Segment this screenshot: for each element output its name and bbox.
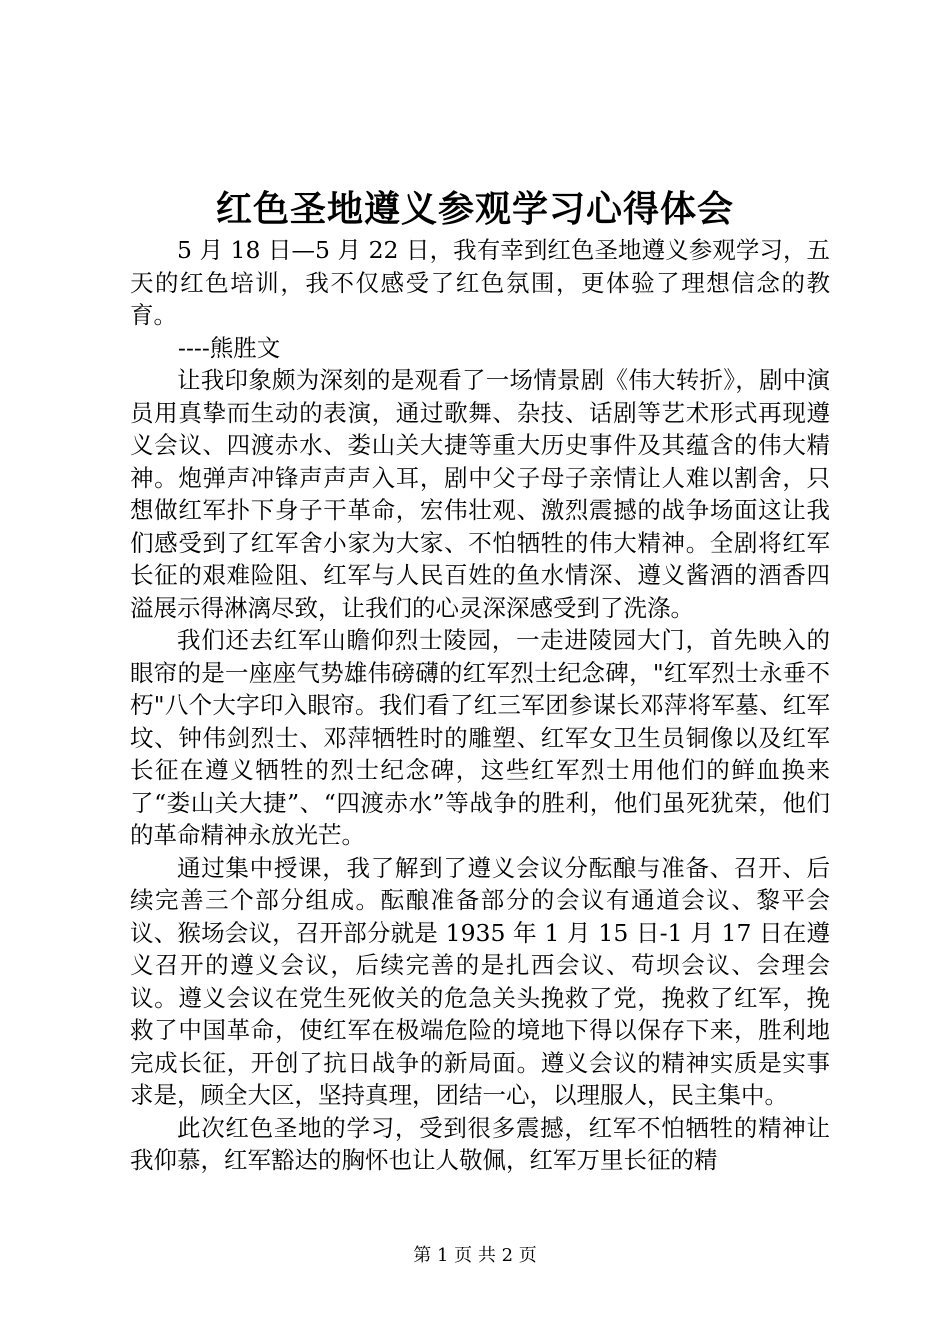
paragraph-intro: 5 月 18 日—5 月 22 日，我有幸到红色圣地遵义参观学习，五天的红色培训，我不仅感受了红色氛围，更体验了理想信念的教育。 <box>130 236 830 329</box>
paragraph-cemetery: 我们还去红军山瞻仰烈士陵园，一走进陵园大门，首先映入的眼帘的是一座座气势雄伟磅礴的红军烈士纪念碑，"红军烈士永垂不朽"八个大字印入眼帘。我们看了红三军团参谋长邓萍将军墓、红军坟、钟伟剑烈士、邓萍牺牲时的雕塑、红军女卫生员铜像以及红军长征在遵义牺牲的烈士纪念碑，这些红军烈士用他们的鲜血换来了“娄山关大捷”、“四渡赤水”等战争的胜利，他们虽死犹荣，他们的革命精神永放光芒。 <box>130 626 830 849</box>
document-title: 红色圣地遵义参观学习心得体会 <box>215 188 734 230</box>
paragraph-conclusion: 此次红色圣地的学习，受到很多震撼，红军不怕牺牲的精神让我仰慕，红军豁达的胸怀也让人敬佩，红军万里长征的精 <box>130 1113 830 1174</box>
paragraph-play: 让我印象颇为深刻的是观看了一场情景剧《伟大转折》，剧中演员用真挚而生动的表演，通过歌舞、杂技、话剧等艺术形式再现遵义会议、四渡赤水、娄山关大捷等重大历史事件及其蕴含的伟大精神。炮弹声冲锋声声声入耳，剧中父子母子亲情让人难以割舍，只想做红军扑下身子干革命，宏伟壮观、激烈震撼的战争场面这让我们感受到了红军舍小家为大家、不怕牺牲的伟大精神。全剧将红军长征的艰难险阻、红军与人民百姓的鱼水情深、遵义酱酒的酒香四溢展示得淋漓尽致，让我们的心灵深深感受到了洗涤。 <box>130 366 830 622</box>
document-body <box>130 234 830 1177</box>
page-footer: 第 1 页 共 2 页 <box>413 1245 537 1266</box>
paragraph-lecture: 通过集中授课，我了解到了遵义会议分酝酿与准备、召开、后续完善三个部分组成。酝酿准备部分的会议有通道会议、黎平会议、猴场会议，召开部分就是 1935 年 1 月 15 日-1 月 17 日在遵义召开的遵义会议，后续完善的是扎西会议、苟坝会议、会理会议。遵义会议在党生死攸关的危急关头挽救了党，挽救了红军，挽救了中国革命，使红军在极端危险的境地下得以保存下来，胜利地完成长征，开创了抗日战争的新局面。遵义会议的精神实质是实事求是，顾全大区，坚持真理，团结一心，以理服人，民主集中。 <box>130 853 830 1109</box>
author-byline: ----熊胜文 <box>178 333 281 362</box>
